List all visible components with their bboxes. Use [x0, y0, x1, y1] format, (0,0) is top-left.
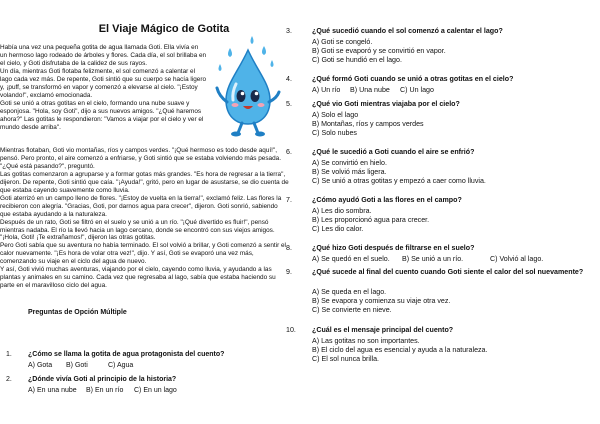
answer-option[interactable]: B) El ciclo del agua es esencial y ayuda a la naturaleza. — [312, 346, 488, 354]
answer-options — [28, 361, 133, 370]
question-number: 1. — [6, 351, 12, 358]
story-intro — [0, 44, 207, 131]
question-number: 7. — [286, 196, 292, 204]
question-text: ¿Cómo se llama la gotita de agua protagonista del cuento? — [28, 351, 225, 358]
story-paragraph: Después de un rato, Goti se filtró en el suelo y se unió a un río. "¡Qué divertido es fluir!", pensó mientras nadaba. El río la llevó hacia un lago cercano, donde se encontró con sus viejos amigos. "¡Hola, Goti! ¡Te extrañamos!", dijeron las otras gotitas. — [0, 218, 275, 242]
answer-option[interactable]: A) Solo el lago — [312, 111, 359, 119]
answer-option[interactable]: C) Solo nubes — [312, 129, 357, 137]
story-body — [0, 147, 290, 290]
answer-option[interactable]: C) Agua — [108, 362, 134, 369]
question-text: ¿Qué sucedió cuando el sol comenzó a calentar el lago? — [312, 27, 503, 35]
answer-options — [312, 255, 543, 264]
answer-option[interactable]: A) En una nube — [28, 387, 77, 394]
question-text: ¿Cuál es el mensaje principal del cuento? — [312, 326, 454, 334]
story-paragraph: Había una vez una pequeña gotita de agua llamada Goti. Ella vivía en un hermoso lago rodeado de árboles y flores. Cada día, el sol brillaba en el cielo, y Goti disfrutaba de la calidez de sus rayos. — [0, 44, 207, 67]
story-paragraph: Un día, mientras Goti flotaba felizmente, el sol comenzó a calentar el lago cada vez más. De repente, Goti sintió que su cuerpo se hacía ligero y, ¡puff, se transformó en vapor y comenzó a elevarse al cielo. "¡Estoy volando!", exclamó emocionada. — [0, 67, 207, 99]
answer-options — [312, 207, 429, 234]
answer-options — [312, 86, 434, 95]
answer-option[interactable]: A) Gota — [28, 362, 53, 369]
story-paragraph: Goti aterrizó en un campo lleno de flores. "¡Estoy de vuelta en la tierra!", exclamó feliz. Las flores la recibieron con alegría. "Gracias, Goti, por darnos agua para crecer", dijeron. Goti sonrió, sabiendo que estaba ayudando a la naturaleza. — [0, 194, 282, 218]
answer-option[interactable]: C) Se unió a otras gotitas y empezó a caer como lluvia. — [312, 177, 486, 185]
answer-option[interactable]: A) Se quedó en el suelo. — [312, 255, 390, 263]
story-paragraph: Mientras flotaban, Goti vio montañas, ríos y campos verdes. "¡Qué hermoso es todo desde aquí!", pensó. Pero pronto, el aire comenzó a enfriarse, y Goti sintió que se estaba volviendo más pesada. "¿Qué está pasando?", preguntó. — [0, 147, 281, 170]
story-paragraph: Y así, Goti vivió muchas aventuras, viajando por el cielo, cayendo como lluvia, y ayudando a las plantas y animales en su camino. Cada vez que regresaba al lago, sabía que estaba haciendo su parte en el maravilloso ciclo del agua. — [0, 266, 276, 290]
answer-options — [312, 337, 487, 364]
answer-option[interactable]: A) Se convirtió en hielo. — [312, 159, 387, 167]
answer-option[interactable]: B) Se volvió más ligera. — [312, 168, 387, 176]
answer-option[interactable]: B) Montañas, ríos y campos verdes — [312, 120, 424, 128]
answer-option[interactable]: C) Les dio calor. — [312, 225, 364, 233]
question-number: 2. — [6, 376, 12, 383]
answer-option[interactable]: C) Volvió al lago. — [490, 255, 544, 263]
question-number: 5. — [286, 100, 292, 108]
story-paragraph: Las gotitas comenzaron a agruparse y a formar gotas más grandes. "Es hora de regresar a la tierra", dijeron. De repente, Goti sintió que caía. "¡Ayuda!", gritó, pero en lugar de asustarse, se dio cuenta de que estaba cayendo suavemente como lluvia. — [0, 170, 289, 194]
water-drop-character-illustration — [208, 32, 290, 144]
story-paragraph: Pero Goti sabía que su aventura no había terminado. El sol volvió a brillar, y Goti comenzó a sentir el calor nuevamente. "¡Es hora de volar otra vez!", dijo. Y así, Goti se evaporó una vez más, comenzando su viaje en el ciclo del agua de nuevo. — [0, 242, 286, 266]
answer-option[interactable]: A) Un río — [312, 86, 341, 94]
question-number: 4. — [286, 75, 292, 83]
question-text: ¿Qué vio Goti mientras viajaba por el cielo? — [312, 100, 460, 108]
answer-options — [312, 159, 486, 186]
question-text: ¿Qué hizo Goti después de filtrarse en el suelo? — [312, 244, 475, 252]
question-text: ¿Cómo ayudó Goti a las flores en el campo? — [312, 196, 462, 204]
multiple-choice-heading: Preguntas de Opción Múltiple — [28, 309, 127, 316]
answer-options — [312, 111, 424, 138]
answer-option[interactable]: B) Una nube — [350, 86, 390, 94]
answer-option[interactable]: A) Se queda en el lago. — [312, 288, 387, 296]
answer-option[interactable]: A) Les dio sombra. — [312, 207, 372, 215]
answer-option[interactable]: B) Les proporcionó agua para crecer. — [312, 216, 430, 224]
answer-option[interactable]: B) En un río — [86, 387, 124, 394]
question-number: 3. — [286, 27, 292, 35]
question-text: ¿Qué formó Goti cuando se unió a otras gotitas en el cielo? — [312, 75, 514, 83]
answer-option[interactable]: C) Un lago — [400, 86, 434, 94]
answer-option[interactable]: B) Goti se evaporó y se convirtió en vapor. — [312, 47, 446, 55]
question-number: 9. — [286, 268, 292, 276]
answer-option[interactable]: A) Las gotitas no son importantes. — [312, 337, 420, 345]
answer-options — [28, 386, 177, 395]
answer-option[interactable]: C) Se convierte en nieve. — [312, 306, 392, 314]
question-number: 10. — [286, 326, 296, 334]
answer-option[interactable]: C) El sol nunca brilla. — [312, 355, 380, 363]
story-paragraph: Goti se unió a otras gotitas en el cielo, formando una nube suave y esponjosa. "Hola, soy Goti", dijo a sus nuevos amigos. "¿Qué haremos ahora?" Las gotitas le respondieron: "Vamos a viajar por el cielo y ver el mundo desde arriba". — [0, 99, 204, 131]
answer-option[interactable]: C) En un lago — [134, 387, 177, 394]
question-number: 8. — [286, 244, 292, 252]
page-title: El Viaje Mágico de Gotita — [98, 23, 230, 35]
drop-body — [226, 50, 270, 124]
question-text: ¿Qué le sucedió a Goti cuando el aire se enfrió? — [312, 148, 475, 156]
question-text: ¿Dónde vivía Goti al principio de la historia? — [28, 376, 177, 383]
question-number: 6. — [286, 148, 292, 156]
question-text: ¿Qué sucede al final del cuento cuando Goti siente el calor del sol nuevamente? — [312, 268, 584, 276]
answer-options — [312, 288, 450, 315]
answer-option[interactable]: C) Goti se hundió en el lago. — [312, 56, 402, 64]
questions-column — [286, 0, 600, 424]
answer-option[interactable]: A) Goti se congeló. — [312, 38, 373, 46]
answer-option[interactable]: B) Se unió a un río. — [402, 255, 464, 263]
answer-option[interactable]: B) Se evapora y comienza su viaje otra vez. — [312, 297, 451, 305]
answer-option[interactable]: B) Goti — [66, 362, 88, 369]
answer-options — [312, 38, 446, 65]
